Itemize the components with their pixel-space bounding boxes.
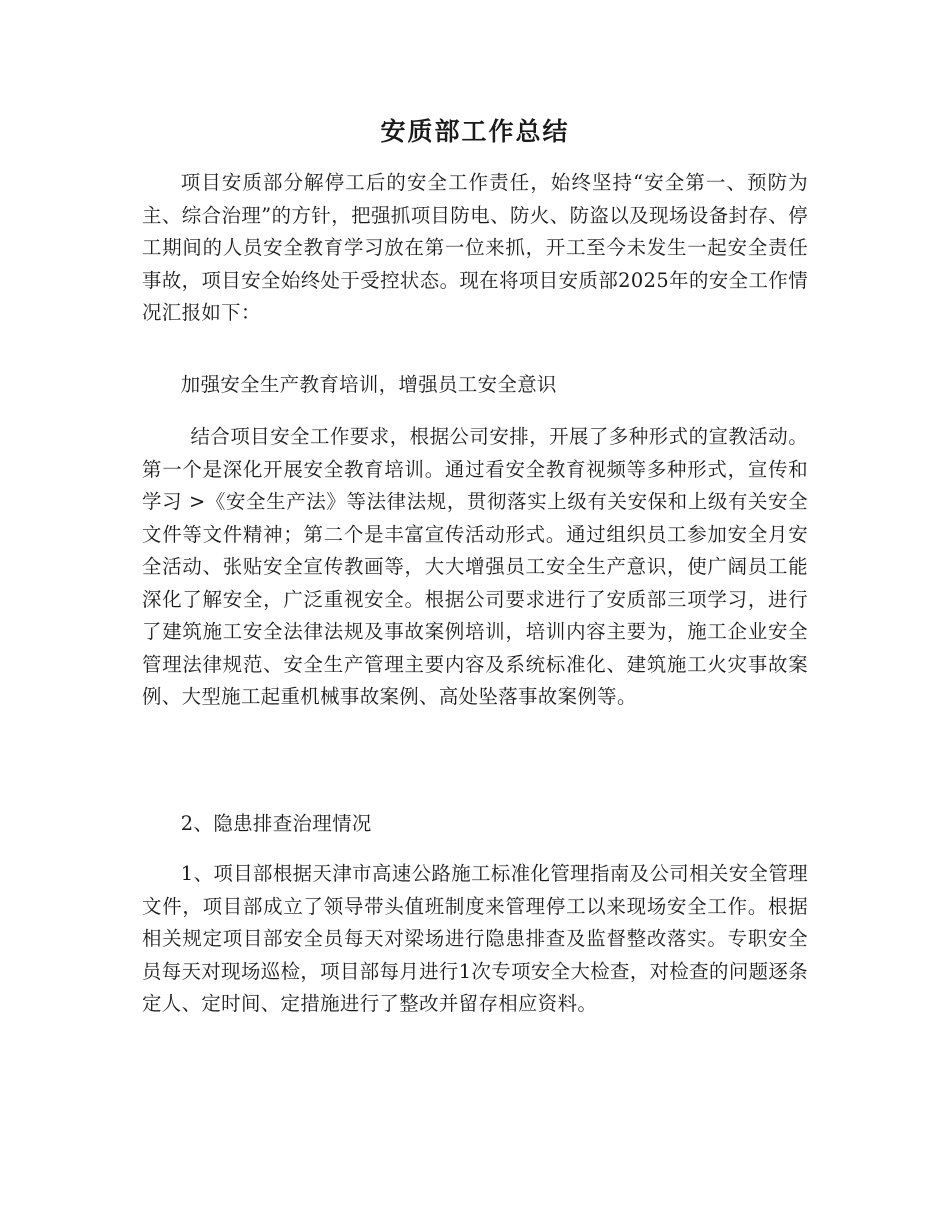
hazard-paragraph: 1、项目部根据天津市高速公路施工标准化管理指南及公司相关安全管理文件，项目部成立了领导带头值班制度来管理停工以来现场安全工作。根据相关规定项目部安全员每天对梁场进行隐患排查及监督整改落实。专职安全员每天对现场巡检，项目部每月进行1次专项安全大检查，对检查的问题逐条定人、定时间、定措施进行了整改并留存相应资料。	[142, 862, 808, 1015]
intro-paragraph: 项目安质部分解停工后的安全工作责任，始终坚持“安全第一、预防为主、综合治理”的方针，把强抓项目防电、防火、防盗以及现场设备封存、停工期间的人员安全教育学习放在第一位来抓，开工至今未发生一起安全责任事故，项目安全始终处于受控状态。现在将项目安质部2025年的安全工作情况汇报如下：	[142, 171, 808, 324]
section-heading-education: 加强安全生产教育培训，增强员工安全意识	[180, 373, 557, 396]
education-paragraph: 结合项目安全工作要求，根据公司安排，开展了多种形式的宣教活动。第一个是深化开展安全教育培训。通过看安全教育视频等多种形式，宣传和学习 >《安全生产法》等法律法规，贯彻落实上级有关安保和上级有关安全文件等文件精神；第二个是丰富宣传活动形式。通过组织员工参加安全月安全活动、张贴安全宣传教画等，大大增强员工安全生产意识，使广阔员工能深化了解安全，广泛重视安全。根据公司要求进行了安质部三项学习，进行了建筑施工安全法律法规及事故案例培训，培训内容主要为，施工企业安全管理法律规范、安全生产管理主要内容及系统标准化、建筑施工火灾事故案例、大型施工起重机械事故案例、高处坠落事故案例等。	[142, 425, 808, 708]
document-title: 安质部工作总结	[380, 117, 570, 146]
section-heading-hazard: 2、隐患排查治理情况	[180, 812, 372, 835]
